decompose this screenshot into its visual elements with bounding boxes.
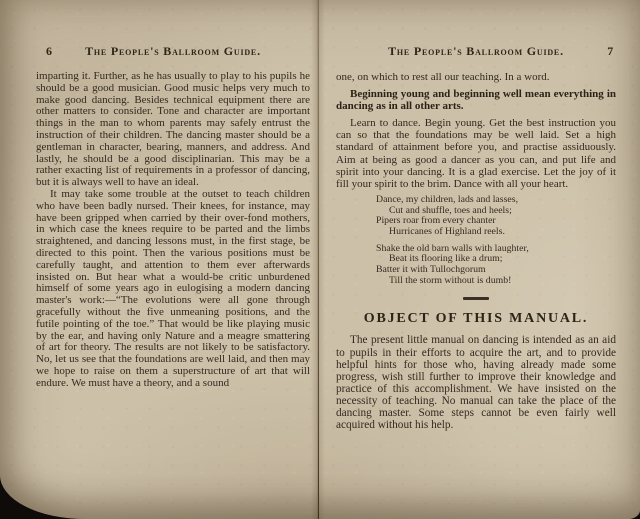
bold-statement: Beginning young and beginning well mean everything in dancing as in all other arts. xyxy=(336,88,616,113)
left-page-number: 6 xyxy=(46,44,53,58)
poem-line: Dance, my children, lads and lasses, xyxy=(376,193,519,205)
left-page-header xyxy=(36,44,310,59)
paragraph-dancing-master: imparting it. Further, as he has usually to play to his pupils he should be a good musician. Good music helps very much to make good dancing. Besides technical equipment there are other matters to consider. Tone and character are important things in the man to whom parents may safely entrust the instruction of their children. The dancing master should be a gentleman in character, bearing, manners, and address. And lastly, he should be a good disciplinarian. This may be a rather exacting list of requirements in a professor of dancing, but it is always well to have an ideal. xyxy=(36,70,310,189)
poem-line: Shake the old barn walls with laughter, xyxy=(376,242,529,254)
section-heading: OBJECT OF THIS MANUAL. xyxy=(363,311,589,327)
paragraph-continuation: one, on which to rest all our teaching. In a word. xyxy=(336,71,550,83)
paragraph-teaching-children: It may take some trouble at the outset to teach children who have been badly nursed. Their knees, for instance, may have been gripped when carried by their over-fond mothers, in which case the knees require to be parted and the limbs straightened, and dancing lessons must, in the first stage, be directed to this point. Then the various positions must be carefully taught, and attention to them ever afterwards insisted on. But hear what a would-be critic unburdened himself of some years ago in eulogising a modern dancing master's work:—“The evolutions were all gone through gracefully without the five unmeaning positions, and the futile pointing of the toe.” That would be like playing music by the ear, and having only Nature and a meagre smattering of art for theory. The results are not likely to be satisfactory. No, let us see that the foundations are well laid, and then may we hope to raise on them a superstructure of art that will endure. We must have a theory, and a sound xyxy=(36,187,310,389)
poem-line: Cut and shuffle, toes and heels; xyxy=(389,204,512,216)
right-header-title: The People's Ballroom Guide. xyxy=(388,44,564,58)
right-page-header xyxy=(336,44,616,59)
right-page xyxy=(336,44,616,436)
poem-line: Hurricanes of Highland reels. xyxy=(389,225,505,237)
poem-stanza-1 xyxy=(376,195,616,238)
poem-line: Till the storm without is dumb! xyxy=(389,274,512,286)
section-divider xyxy=(463,297,489,300)
paragraph-learn-to-dance: Learn to dance. Begin young. Get the best instruction you can so that the foundations may be well laid. Set a high standard of attainment before you, and practise assiduously. Aim at being as good a dancer as you can, and put life and spirit into your dancing. It is a glad exercise. Let the joy of it fill your spirit to the brim. Dance with all your heart. xyxy=(336,117,616,190)
poem-stanza-2 xyxy=(376,244,616,287)
left-header-title: The People's Ballroom Guide. xyxy=(85,44,261,58)
poem-line: Batter it with Tullochgorum xyxy=(376,264,486,276)
right-page-number: 7 xyxy=(607,44,614,58)
poem-line: Pipers roar from every chanter xyxy=(376,215,496,227)
paragraph-object-of-manual: The present little manual on dancing is intended as an aid to pupils in their efforts to acquire the art, and to provide helpful hints for those who, having already made some progress, wish still further to improve their knowledge and practice of this accomplishment. We have insisted on the necessity of teaching. No manual can take the place of the dancing master. Some steps cannot be even fairly well acquired without his help. xyxy=(336,334,616,432)
left-page xyxy=(36,44,310,390)
poem-line: Beat its flooring like a drum; xyxy=(389,253,503,265)
gutter-crease xyxy=(311,0,325,519)
